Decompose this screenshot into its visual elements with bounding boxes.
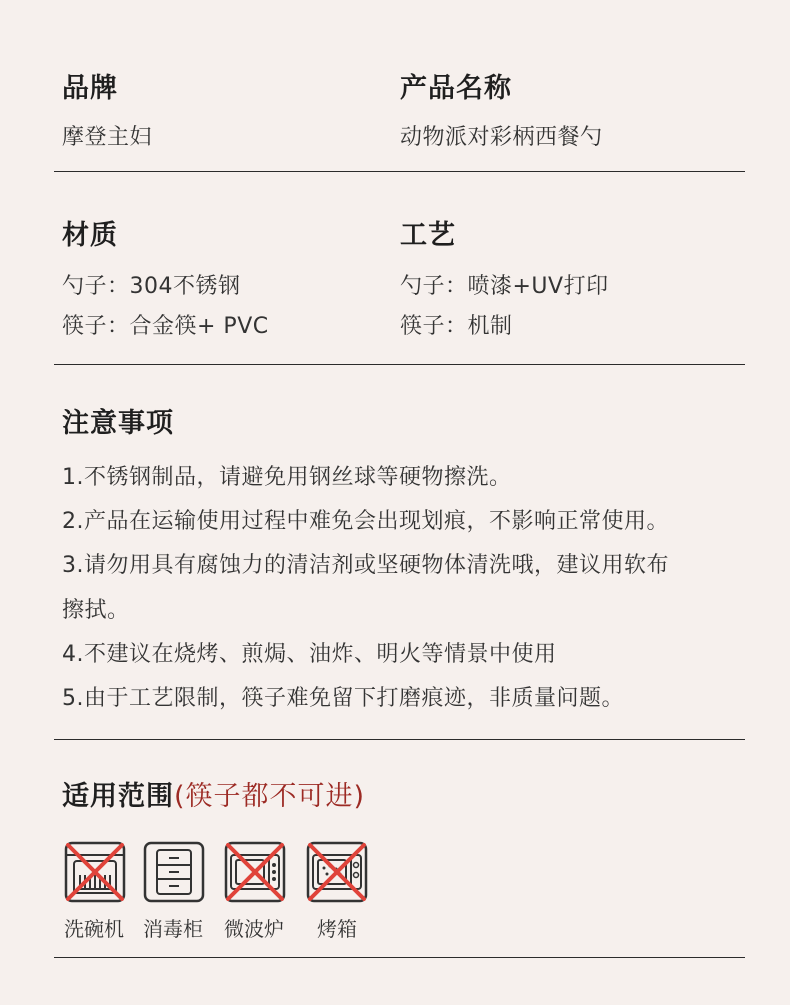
- note-line: 5.由于工艺限制，筷子难免留下打磨痕迹，非质量问题。: [62, 686, 624, 711]
- material-spoon: 勺子：304不锈钢: [62, 274, 241, 299]
- usage-heading: [62, 774, 365, 813]
- oven-label: 烤箱: [317, 917, 357, 941]
- product-name-heading: 产品名称: [400, 73, 512, 104]
- usage-heading-text: 适用范围: [62, 781, 174, 812]
- usage-note: (筷子都不可进): [174, 781, 366, 812]
- craft-chopsticks: 筷子：机制: [400, 314, 513, 339]
- note-line: 1.不锈钢制品，请避免用钢丝球等硬物擦洗。: [62, 465, 512, 490]
- craft-spoon: 勺子：喷漆+UV打印: [400, 274, 609, 299]
- divider: [54, 364, 745, 365]
- divider: [54, 739, 745, 740]
- material-heading: 材质: [62, 220, 118, 251]
- note-line: 3.请勿用具有腐蚀力的清洁剂或坚硬物体清洗哦，建议用软布: [62, 553, 669, 578]
- dishwasher-label: 洗碗机: [64, 917, 124, 941]
- product-name-value: 动物派对彩柄西餐勺: [400, 125, 603, 150]
- note-line: 2.产品在运输使用过程中难免会出现划痕，不影响正常使用。: [62, 509, 669, 534]
- microwave-label: 微波炉: [224, 917, 284, 941]
- notes-heading: 注意事项: [62, 408, 174, 439]
- craft-heading: 工艺: [400, 220, 456, 251]
- note-line: 擦拭。: [62, 598, 130, 623]
- sterilizer-cabinet-icon: [143, 841, 205, 903]
- divider: [54, 957, 745, 958]
- microwave-icon: [224, 841, 286, 903]
- brand-heading: 品牌: [62, 73, 118, 104]
- material-chopsticks: 筷子：合金筷+ PVC: [62, 314, 269, 339]
- divider: [54, 171, 745, 172]
- oven-icon: [306, 841, 368, 903]
- sterilizer-cabinet-label: 消毒柜: [143, 917, 203, 941]
- brand-value: 摩登主妇: [62, 125, 153, 150]
- note-line: 4.不建议在烧烤、煎焗、油炸、明火等情景中使用: [62, 642, 557, 667]
- dishwasher-icon: [64, 841, 126, 903]
